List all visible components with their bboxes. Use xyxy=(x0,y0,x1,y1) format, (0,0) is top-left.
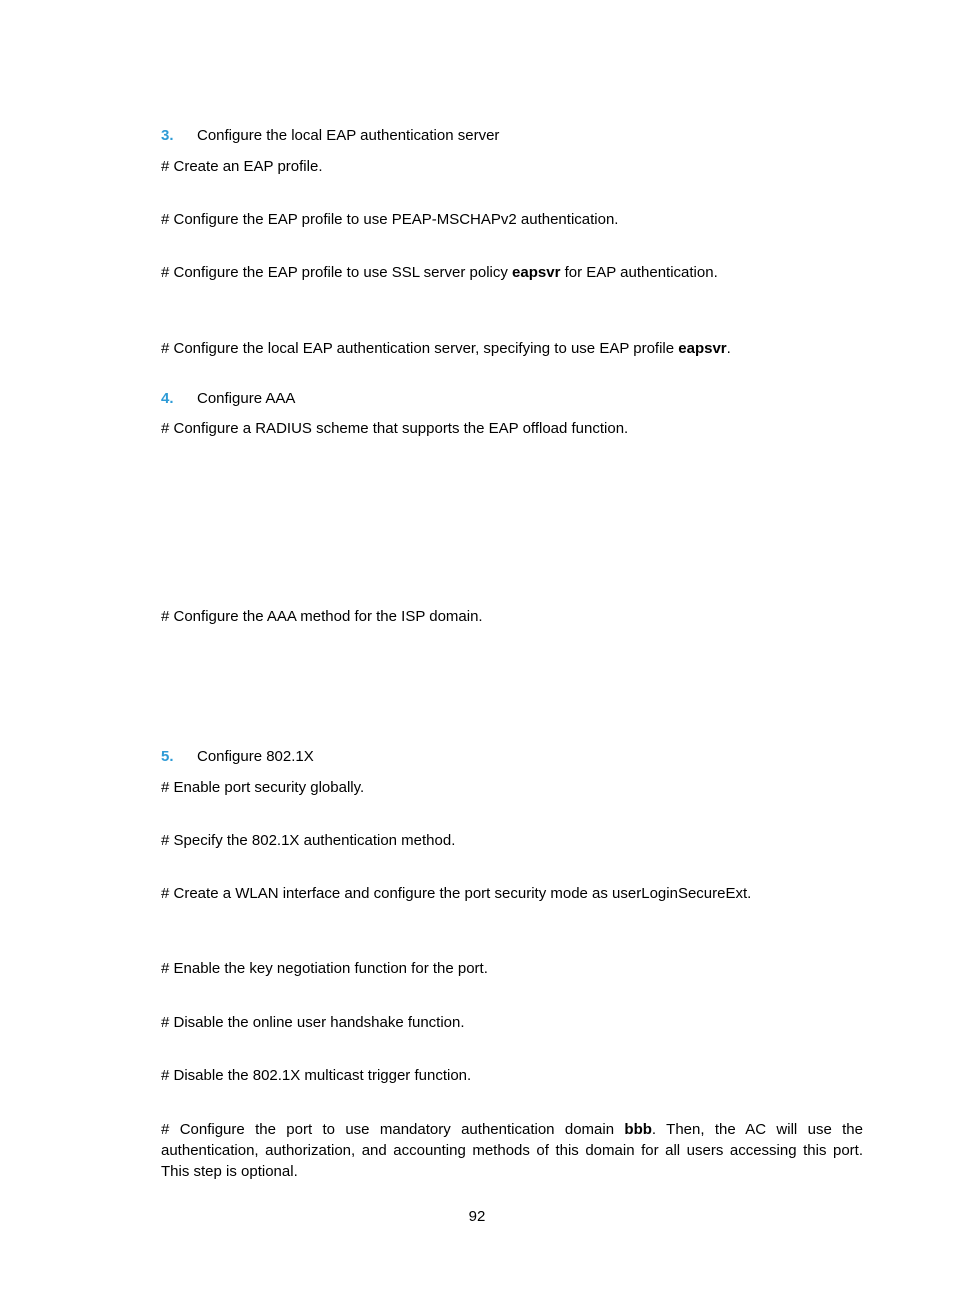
instruction-paragraph xyxy=(161,1119,863,1182)
step-title: Configure AAA xyxy=(197,390,296,407)
instruction-text: # Configure the AAA method for the ISP domain. xyxy=(161,608,483,625)
text-run: . xyxy=(726,340,731,357)
bold-term: eapsvr xyxy=(512,264,561,281)
step-title: Configure 802.1X xyxy=(197,748,314,765)
instruction-text xyxy=(161,339,731,359)
text-run: # Configure the port to use mandatory authentication domain xyxy=(161,1121,625,1138)
step-number: 3. xyxy=(161,127,174,144)
instruction-text: # Disable the online user handshake function. xyxy=(161,1014,465,1031)
bold-term: eapsvr xyxy=(678,340,727,357)
text-run: # Configure the EAP profile to use SSL server policy xyxy=(161,264,513,281)
bold-term: bbb xyxy=(624,1121,652,1138)
instruction-text: # Create an EAP profile. xyxy=(161,158,323,175)
paragraph-line xyxy=(161,1119,863,1140)
step-number: 4. xyxy=(161,390,174,407)
instruction-text: # Configure the EAP profile to use PEAP-MSCHAPv2 authentication. xyxy=(161,211,619,228)
text-run: . Then, the AC will use the xyxy=(651,1121,863,1138)
instruction-text: # Enable the key negotiation function for the port. xyxy=(161,960,488,977)
paragraph-line: This step is optional. xyxy=(161,1163,298,1180)
text-run: for EAP authentication. xyxy=(560,264,718,281)
step-number: 5. xyxy=(161,748,174,765)
instruction-text: # Specify the 802.1X authentication method. xyxy=(161,832,456,849)
instruction-text xyxy=(161,263,718,283)
instruction-text: # Enable port security globally. xyxy=(161,779,365,796)
instruction-text: # Disable the 802.1X multicast trigger function. xyxy=(161,1067,472,1084)
page-number: 92 xyxy=(468,1208,486,1225)
instruction-text: # Create a WLAN interface and configure the port security mode as userLoginSecureExt. xyxy=(161,885,752,902)
step-title: Configure the local EAP authentication server xyxy=(197,127,500,144)
text-run: # Configure the local EAP authentication server, specifying to use EAP profile xyxy=(161,340,679,357)
paragraph-line: authentication, authorization, and accounting methods of this domain for all users accessing this port. xyxy=(161,1142,863,1159)
instruction-text: # Configure a RADIUS scheme that supports the EAP offload function. xyxy=(161,420,629,437)
